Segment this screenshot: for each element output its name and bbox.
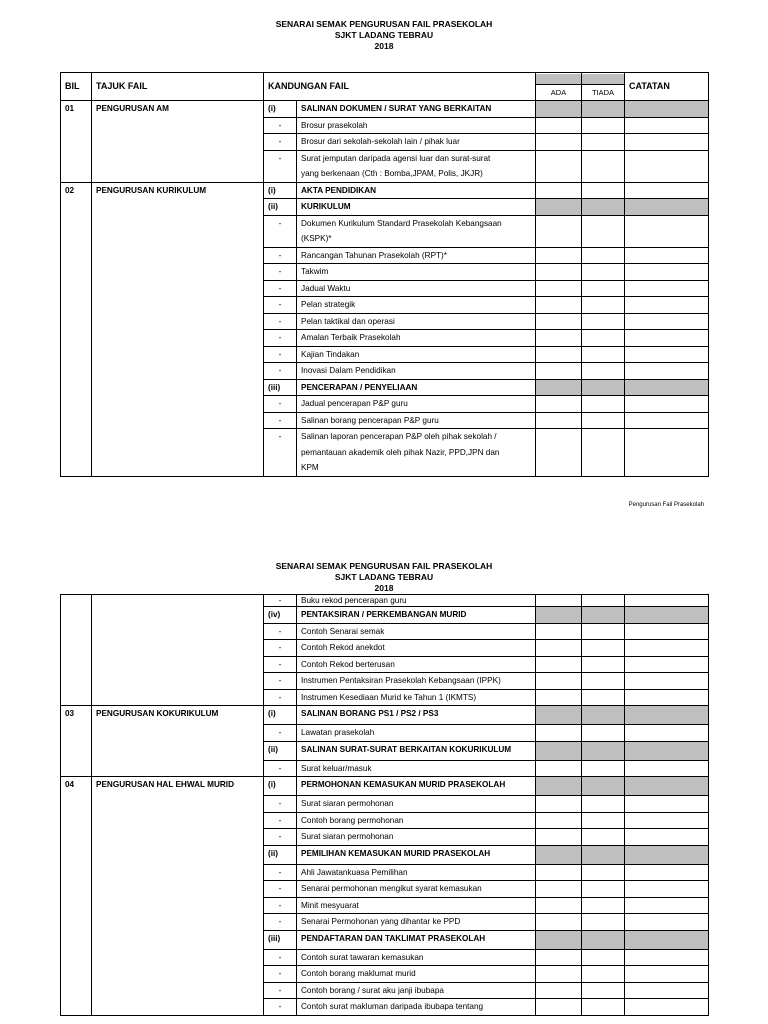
section-title: AKTA PENDIDIKAN (297, 182, 536, 199)
tiada-cell[interactable] (582, 982, 625, 999)
catatan-cell[interactable] (625, 264, 709, 281)
tiada-cell[interactable] (582, 864, 625, 881)
dash: - (264, 673, 297, 690)
ada-cell[interactable] (536, 595, 582, 607)
ada-cell[interactable] (536, 656, 582, 673)
ada-cell[interactable] (536, 741, 582, 760)
catatan-cell[interactable] (625, 297, 709, 314)
tiada-cell[interactable] (582, 914, 625, 931)
dash: - (264, 897, 297, 914)
section-title: PERMOHONAN KEMASUKAN MURID PRASEKOLAH (297, 777, 536, 796)
col-tajuk-fail: TAJUK FAIL (92, 73, 264, 101)
item-text: Contoh borang / surat aku janji ibubapa (297, 982, 536, 999)
dash: - (264, 881, 297, 898)
section-num: (ii) (264, 845, 297, 864)
row-bil: 03 (61, 706, 92, 777)
ada-cell[interactable] (536, 199, 582, 216)
row-tajuk (92, 595, 264, 706)
catatan-cell[interactable] (625, 280, 709, 297)
ada-cell[interactable] (536, 706, 582, 725)
catatan-cell[interactable] (625, 760, 709, 777)
catatan-cell[interactable] (625, 966, 709, 983)
catatan-cell[interactable] (625, 101, 709, 118)
item-text: Surat siaran permohonan (297, 829, 536, 846)
col-ada: ADA (536, 73, 582, 101)
dash: - (264, 412, 297, 429)
catatan-cell[interactable] (625, 656, 709, 673)
dash: - (264, 313, 297, 330)
ada-cell[interactable] (536, 134, 582, 151)
item-text: Contoh borang maklumat murid (297, 966, 536, 983)
dash: - (264, 595, 297, 607)
catatan-cell[interactable] (625, 829, 709, 846)
tiada-cell[interactable] (582, 949, 625, 966)
section-num: (iii) (264, 379, 297, 396)
ada-cell[interactable] (536, 280, 582, 297)
dash: - (264, 280, 297, 297)
catatan-cell[interactable] (625, 623, 709, 640)
dash: - (264, 396, 297, 413)
catatan-cell[interactable] (625, 247, 709, 264)
tiada-cell[interactable] (582, 412, 625, 429)
tiada-cell[interactable] (582, 199, 625, 216)
catatan-cell[interactable] (625, 363, 709, 380)
item-text: Senarai Permohonan yang dihantar ke PPD (297, 914, 536, 931)
table-row (61, 182, 709, 199)
ada-cell[interactable] (536, 330, 582, 347)
tiada-cell[interactable] (582, 215, 625, 247)
ada-cell[interactable] (536, 215, 582, 247)
item-text: Contoh Senarai semak (297, 623, 536, 640)
row-bil: 04 (61, 777, 92, 1016)
tiada-cell[interactable] (582, 134, 625, 151)
dash: - (264, 429, 297, 477)
section-num: (i) (264, 706, 297, 725)
row-bil: 01 (61, 101, 92, 183)
dash: - (264, 914, 297, 931)
catatan-cell[interactable] (625, 182, 709, 199)
section-title: SALINAN BORANG PS1 / PS2 / PS3 (297, 706, 536, 725)
tiada-cell[interactable] (582, 247, 625, 264)
ada-cell[interactable] (536, 363, 582, 380)
table-header-row (61, 73, 709, 101)
item-text: Salinan laporan pencerapan P&P oleh pihak sekolah / pemantauan akademik oleh pihak Nazir, PPD,JPN dan KPM (297, 429, 536, 477)
page1-header (0, 19, 768, 52)
tiada-cell[interactable] (582, 297, 625, 314)
catatan-cell[interactable] (625, 949, 709, 966)
tiada-cell[interactable] (582, 346, 625, 363)
tiada-cell[interactable] (582, 595, 625, 607)
checklist-table-page2 (60, 594, 709, 1016)
ada-cell[interactable] (536, 247, 582, 264)
tiada-cell[interactable] (582, 101, 625, 118)
tiada-cell[interactable] (582, 897, 625, 914)
item-text: Instrumen Pentaksiran Prasekolah Kebangsaan (IPPK) (297, 673, 536, 690)
dash: - (264, 689, 297, 706)
ada-cell[interactable] (536, 930, 582, 949)
dash: - (264, 949, 297, 966)
tiada-cell[interactable] (582, 796, 625, 813)
item-text: Amalan Terbaik Prasekolah (297, 330, 536, 347)
section-num: (iii) (264, 930, 297, 949)
catatan-cell[interactable] (625, 595, 709, 607)
catatan-cell[interactable] (625, 199, 709, 216)
ada-cell[interactable] (536, 760, 582, 777)
header-title: SENARAI SEMAK PENGURUSAN FAIL PRASEKOLAH (275, 561, 493, 571)
col-catatan: CATATAN (625, 73, 709, 101)
tiada-cell[interactable] (582, 999, 625, 1016)
item-text: Ahli Jawatankuasa Pemilihan (297, 864, 536, 881)
ada-cell[interactable] (536, 150, 582, 182)
item-text: Lawatan prasekolah (297, 725, 536, 742)
dash: - (264, 134, 297, 151)
tiada-cell[interactable] (582, 966, 625, 983)
dash: - (264, 346, 297, 363)
section-title: PENDAFTARAN DAN TAKLIMAT PRASEKOLAH (297, 930, 536, 949)
tiada-cell[interactable] (582, 150, 625, 182)
table-row (61, 777, 709, 796)
ada-cell[interactable] (536, 640, 582, 657)
tiada-cell[interactable] (582, 379, 625, 396)
tiada-cell[interactable] (582, 396, 625, 413)
catatan-cell[interactable] (625, 812, 709, 829)
table-row (61, 595, 709, 607)
section-num: (iv) (264, 607, 297, 624)
tiada-cell[interactable] (582, 429, 625, 477)
tiada-cell[interactable] (582, 117, 625, 134)
catatan-cell[interactable] (625, 982, 709, 999)
item-text: Dokumen Kurikulum Standard Prasekolah Kebangsaan (KSPK)* (297, 215, 536, 247)
item-text: Jadual pencerapan P&P guru (297, 396, 536, 413)
ada-cell[interactable] (536, 264, 582, 281)
section-title: SALINAN DOKUMEN / SURAT YANG BERKAITAN (297, 101, 536, 118)
catatan-cell[interactable] (625, 330, 709, 347)
ada-cell[interactable] (536, 966, 582, 983)
tiada-cell[interactable] (582, 313, 625, 330)
tiada-cell[interactable] (582, 777, 625, 796)
catatan-cell[interactable] (625, 313, 709, 330)
tiada-cell[interactable] (582, 845, 625, 864)
section-num: (i) (264, 182, 297, 199)
ada-cell[interactable] (536, 897, 582, 914)
dash: - (264, 247, 297, 264)
dash: - (264, 966, 297, 983)
dash: - (264, 640, 297, 657)
dash: - (264, 999, 297, 1016)
tiada-cell[interactable] (582, 725, 625, 742)
ada-cell[interactable] (536, 673, 582, 690)
item-text: Takwim (297, 264, 536, 281)
item-text: Surat siaran permohonan (297, 796, 536, 813)
dash: - (264, 982, 297, 999)
item-text: Instrumen Kesediaan Murid ke Tahun 1 (IKMTS) (297, 689, 536, 706)
ada-cell[interactable] (536, 182, 582, 199)
row-tajuk: PENGURUSAN KURIKULUM (92, 182, 264, 476)
row-bil: 02 (61, 182, 92, 476)
item-text: Surat jemputan daripada agensi luar dan surat-surat yang berkenaan (Cth : Bomba,JPAM, Polis, JKJR) (297, 150, 536, 182)
tiada-cell[interactable] (582, 182, 625, 199)
dash: - (264, 330, 297, 347)
dash: - (264, 264, 297, 281)
ada-cell[interactable] (536, 313, 582, 330)
page-footer: Pengurusan Fail Prasekolah (628, 502, 704, 508)
page2-header (0, 561, 768, 594)
ada-cell[interactable] (536, 396, 582, 413)
dash: - (264, 796, 297, 813)
catatan-cell[interactable] (625, 396, 709, 413)
section-title: PENTAKSIRAN / PERKEMBANGAN MURID (297, 607, 536, 624)
item-text: Senarai permohonan mengikut syarat kemasukan (297, 881, 536, 898)
ada-cell[interactable] (536, 412, 582, 429)
item-text: Contoh borang permohonan (297, 812, 536, 829)
ada-cell[interactable] (536, 117, 582, 134)
ada-cell[interactable] (536, 812, 582, 829)
ada-cell[interactable] (536, 297, 582, 314)
item-text: Buku rekod pencerapan guru (297, 595, 536, 607)
dash: - (264, 864, 297, 881)
section-title: PEMILIHAN KEMASUKAN MURID PRASEKOLAH (297, 845, 536, 864)
ada-cell[interactable] (536, 689, 582, 706)
catatan-cell[interactable] (625, 796, 709, 813)
item-text: Contoh Rekod berterusan (297, 656, 536, 673)
row-tajuk: PENGURUSAN HAL EHWAL MURID (92, 777, 264, 1016)
tiada-cell[interactable] (582, 623, 625, 640)
catatan-cell[interactable] (625, 914, 709, 931)
dash: - (264, 150, 297, 182)
tiada-cell[interactable] (582, 689, 625, 706)
section-title: PENCERAPAN / PENYELIAAN (297, 379, 536, 396)
catatan-cell[interactable] (625, 777, 709, 796)
tiada-cell[interactable] (582, 363, 625, 380)
item-text: Contoh Rekod anekdot (297, 640, 536, 657)
item-text: Pelan taktikal dan operasi (297, 313, 536, 330)
header-title: SENARAI SEMAK PENGURUSAN FAIL PRASEKOLAH (275, 19, 493, 29)
section-num: (i) (264, 101, 297, 118)
dash: - (264, 656, 297, 673)
checklist-table-page1 (60, 72, 709, 477)
section-title: KURIKULUM (297, 199, 536, 216)
item-text: Surat keluar/masuk (297, 760, 536, 777)
ada-cell[interactable] (536, 881, 582, 898)
item-text: Brosur dari sekolah-sekolah lain / pihak luar (297, 134, 536, 151)
item-text: Contoh surat tawaran kemasukan (297, 949, 536, 966)
col-tiada: TIADA (582, 73, 625, 101)
catatan-cell[interactable] (625, 607, 709, 624)
catatan-cell[interactable] (625, 346, 709, 363)
tiada-cell[interactable] (582, 280, 625, 297)
catatan-cell[interactable] (625, 741, 709, 760)
section-num: (ii) (264, 199, 297, 216)
dash: - (264, 829, 297, 846)
dash: - (264, 363, 297, 380)
catatan-cell[interactable] (625, 429, 709, 477)
ada-cell[interactable] (536, 914, 582, 931)
col-bil: BIL (61, 73, 92, 101)
table-row (61, 101, 709, 118)
dash: - (264, 812, 297, 829)
ada-cell[interactable] (536, 982, 582, 999)
ada-cell[interactable] (536, 346, 582, 363)
item-text: Kajian Tindakan (297, 346, 536, 363)
catatan-cell[interactable] (625, 897, 709, 914)
catatan-cell[interactable] (625, 215, 709, 247)
tiada-cell[interactable] (582, 656, 625, 673)
item-text: Rancangan Tahunan Prasekolah (RPT)* (297, 247, 536, 264)
ada-cell[interactable] (536, 101, 582, 118)
tiada-cell[interactable] (582, 812, 625, 829)
header-year: 2018 (374, 583, 394, 593)
dash: - (264, 117, 297, 134)
item-text: Brosur prasekolah (297, 117, 536, 134)
ada-cell[interactable] (536, 607, 582, 624)
ada-cell[interactable] (536, 999, 582, 1016)
ada-cell[interactable] (536, 379, 582, 396)
item-text: Minit mesyuarat (297, 897, 536, 914)
catatan-cell[interactable] (625, 706, 709, 725)
ada-cell[interactable] (536, 829, 582, 846)
catatan-cell[interactable] (625, 150, 709, 182)
dash: - (264, 297, 297, 314)
tiada-cell[interactable] (582, 706, 625, 725)
tiada-cell[interactable] (582, 264, 625, 281)
item-text: Contoh surat makluman daripada ibubapa tentang (297, 999, 536, 1016)
tiada-cell[interactable] (582, 881, 625, 898)
catatan-cell[interactable] (625, 412, 709, 429)
item-text: Salinan borang pencerapan P&P guru (297, 412, 536, 429)
catatan-cell[interactable] (625, 930, 709, 949)
header-year: 2018 (374, 41, 394, 51)
dash: - (264, 215, 297, 247)
catatan-cell[interactable] (625, 864, 709, 881)
section-title: SALINAN SURAT-SURAT BERKAITAN KOKURIKULUM (297, 741, 536, 760)
row-bil (61, 595, 92, 706)
tiada-cell[interactable] (582, 673, 625, 690)
header-school: SJKT LADANG TEBRAU (334, 572, 434, 582)
catatan-cell[interactable] (625, 689, 709, 706)
catatan-cell[interactable] (625, 673, 709, 690)
ada-cell[interactable] (536, 949, 582, 966)
ada-cell[interactable] (536, 429, 582, 477)
tiada-cell[interactable] (582, 760, 625, 777)
ada-cell[interactable] (536, 623, 582, 640)
catatan-cell[interactable] (625, 117, 709, 134)
row-tajuk: PENGURUSAN KOKURIKULUM (92, 706, 264, 777)
catatan-cell[interactable] (625, 999, 709, 1016)
tiada-cell[interactable] (582, 607, 625, 624)
ada-cell[interactable] (536, 845, 582, 864)
section-num: (ii) (264, 741, 297, 760)
catatan-cell[interactable] (625, 845, 709, 864)
tiada-cell[interactable] (582, 741, 625, 760)
row-tajuk: PENGURUSAN AM (92, 101, 264, 183)
col-kandungan-fail: KANDUNGAN FAIL (264, 73, 536, 101)
dash: - (264, 623, 297, 640)
dash: - (264, 760, 297, 777)
tiada-cell[interactable] (582, 930, 625, 949)
item-text: Inovasi Dalam Pendidikan (297, 363, 536, 380)
header-school: SJKT LADANG TEBRAU (334, 30, 434, 40)
catatan-cell[interactable] (625, 881, 709, 898)
tiada-cell[interactable] (582, 330, 625, 347)
catatan-cell[interactable] (625, 640, 709, 657)
ada-cell[interactable] (536, 725, 582, 742)
ada-cell[interactable] (536, 864, 582, 881)
catatan-cell[interactable] (625, 379, 709, 396)
ada-cell[interactable] (536, 777, 582, 796)
catatan-cell[interactable] (625, 134, 709, 151)
tiada-cell[interactable] (582, 829, 625, 846)
item-text: Pelan strategik (297, 297, 536, 314)
tiada-cell[interactable] (582, 640, 625, 657)
table-row (61, 706, 709, 725)
dash: - (264, 725, 297, 742)
catatan-cell[interactable] (625, 725, 709, 742)
section-num: (i) (264, 777, 297, 796)
ada-cell[interactable] (536, 796, 582, 813)
item-text: Jadual Waktu (297, 280, 536, 297)
